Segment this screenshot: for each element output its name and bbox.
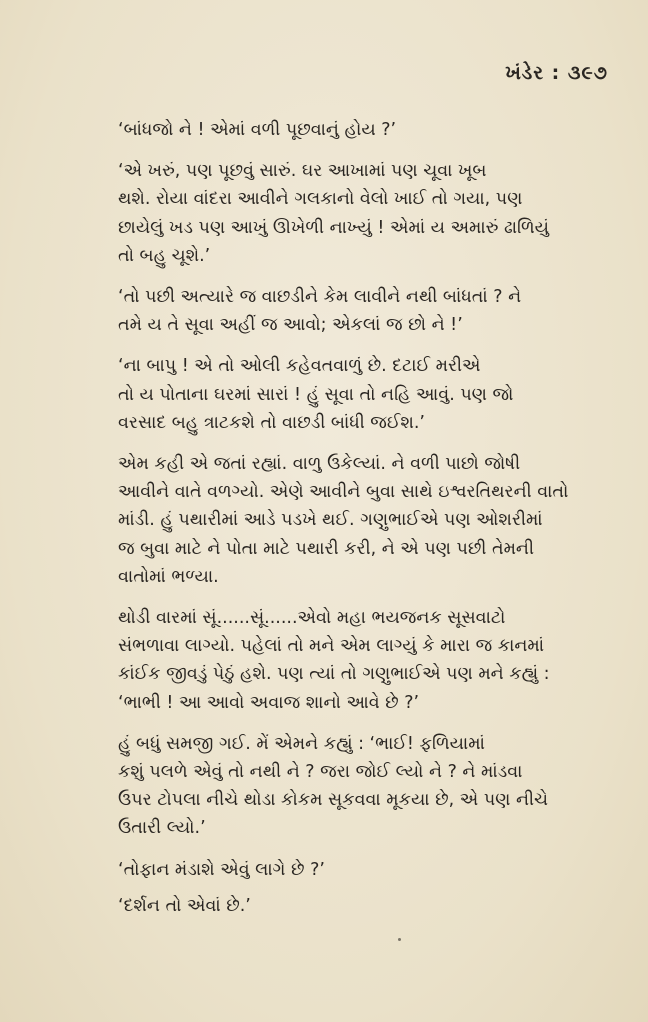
text-line: તમે ય તે સૂવા અહીં જ આવો; એકલાં જ છો ને !’ [118,315,463,336]
paragraph [88,352,608,437]
text-line: તો બહુ ચૂશે.’ [118,245,211,266]
text-line: છાયેલું ખડ પણ આખું ઊખેળી નાખ્યું ! એમાં ય અમારું ઢાળિયું [118,217,549,238]
body-text [88,116,608,933]
text-line: વરસાદ બહુ ત્રાટકશે તો વાછડી બાંધી જઈશ.’ [118,412,425,433]
text-line: સંભળાવા લાગ્યો. પહેલાં તો મને એમ લાગ્યું કે મારા જ કાનમાં [118,636,545,657]
text-line: તો ય પોતાના ઘરમાં સારાં ! હું સૂવા તો નહિ આવું. પણ જો [118,384,514,405]
ink-speck [398,938,401,941]
text-line: જ બુવા માટે ને પોતા માટે પથારી કરી, ને એ પણ પછી તેમની [118,538,534,559]
paragraph [88,450,608,591]
paragraph [88,730,608,843]
text-line: એમ કહી એ જતાં રહ્યાં. વાળુ ઉકેલ્યાં. ને વળી પાછો જોષી [118,454,521,475]
text-line: ‘તોફાન મંડાશે એવું લાગે છે ?’ [118,859,325,880]
paragraph [88,604,608,717]
text-line: ‘દર્શન તો એવાં છે.’ [118,895,251,916]
paragraph [88,116,608,144]
paragraph [88,157,608,270]
running-header-page-number: ખંડેર : ૩૯૭ [505,62,608,84]
text-line: માંડી. હું પથારીમાં આડે પડખે થઈ. ગણુભાઈએ પણ ઓશરીમાં [118,510,543,531]
paragraph [88,856,608,884]
text-line: ‘ના બાપુ ! એ તો ઓલી કહેવતવાળું છે. દટાઈ મરીએ [118,356,481,377]
text-line: કશું પલળે એવું તો નથી ને ? જરા જોઈ લ્યો ને ? ને માંડવા [118,762,523,783]
text-line: હું બધું સમજી ગઈ. મેં એમને કહ્યું : ‘ભાઈ! ફળિયામાં [118,733,485,754]
text-line: ‘એ ખરું, પણ પૂછવું સારું. ઘર આખામાં પણ ચૂવા ખૂબ [118,161,487,182]
paragraph [88,892,608,920]
text-line: ‘બાંધજો ને ! એમાં વળી પૂછવાનું હોય ?’ [118,120,397,140]
paragraph [88,283,608,339]
text-line: કાંઈક જીવડું પેઠું હશે. પણ ત્યાં તો ગણુભાઈએ પણ મને કહ્યું : [118,664,550,685]
text-line: વાતોમાં ભળ્યા. [118,566,219,587]
text-line: થોડી વારમાં સૂં......સૂં......એવો મહા ભયજનક સૂસવાટો [118,608,506,629]
text-line: થશે. રોયા વાંદરા આવીને ગલકાનો વેલો ખાઈ તો ગયા, પણ [118,189,523,210]
text-line: ‘તો પછી અત્યારે જ વાછડીને કેમ લાવીને નથી બાંધતાં ? ને [118,287,522,308]
text-line: ઉતારી લ્યો.’ [118,818,206,839]
text-line: આવીને વાતે વળગ્યો. એણે આવીને બુવા સાથે ઇશ્વરતિથરની વાતો [118,482,569,503]
text-line: ‘ભાભી ! આ આવો અવાજ શાનો આવે છે ?’ [118,692,420,713]
text-line: ઉપર ટોપલા નીચે થોડા કોકમ સૂકવવા મૂકયા છે, એ પણ નીચે [118,790,549,811]
